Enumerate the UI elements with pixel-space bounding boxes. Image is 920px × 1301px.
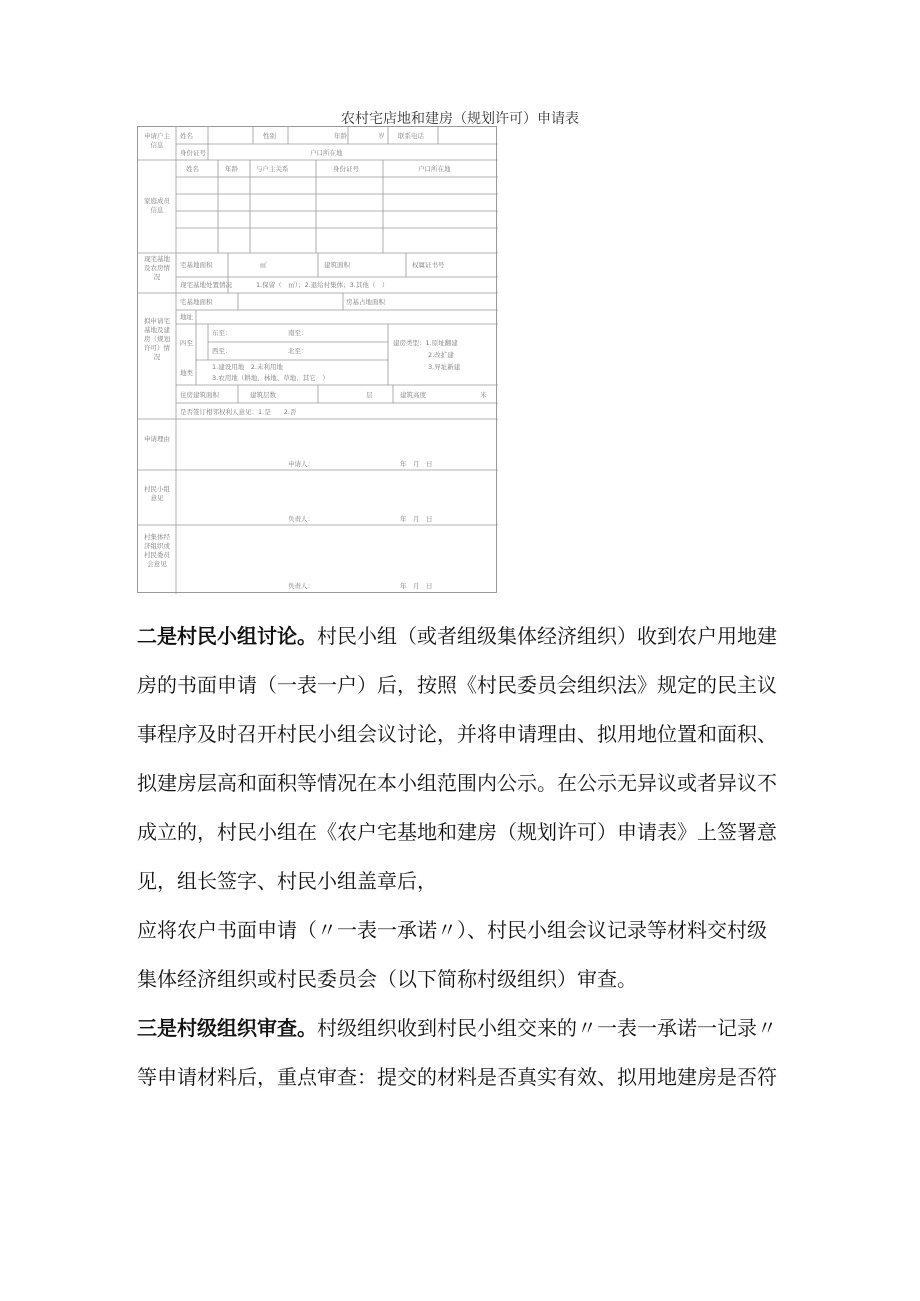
label-current-home: 现宅基地及农房情况 [144,255,170,281]
label-p-homestead-area: 宅基地面积 [180,298,213,306]
label-id-no: 身份证号 [180,149,206,157]
line: 成立的，村民小组在《农户宅基地和建房（规划许可）申请表》上签署意 [137,820,777,844]
label-applicant-sign: 申请人： [288,460,314,468]
label-north: 北至： [288,347,308,355]
label-fam-hukou: 户口所在地 [418,165,451,173]
label-boundary: 四至 [180,339,193,347]
label-reason: 申请理由 [144,435,170,443]
label-floor-area: 住房建筑面积 [180,391,219,399]
label-land-option-1: 1.建设用地 2.未利用地 [212,363,283,371]
bold-heading: 三是村级组织审查。 [137,1016,317,1040]
label-hukou: 户口所在地 [310,149,343,157]
label-disposal-options: 1.保留（ ㎡）；2.退给村集体；3.其他（ ） [256,281,389,289]
line: 等申请材料后，重点审查：提交的材料是否真实有效、拟用地建房是否符 [137,1065,777,1089]
text: 村民小组（或者组级集体经济组织）收到农户用地建 [317,624,777,648]
line: 拟建房层高和面积等情况在本小组范围内公示。在公示无异议或者异议不 [137,771,777,795]
label-floors-unit: 层 [366,391,373,399]
label-name: 姓名 [180,132,193,140]
label-family-info: 家庭成员信息 [144,197,170,214]
label-fam-relation: 与户主关系 [256,165,289,173]
label-build-area: 建筑面积 [324,261,350,269]
form-title: 农村宅店地和建房（规划许可）申请表 [341,111,579,127]
label-proposed: 拟申请宅基地及建房（规划许可）情况 [144,317,170,361]
label-address: 地址 [180,313,193,321]
line: 房的书面申请（一表一户）后，按照《村民委员会组织法》规定的民主议 [137,673,777,697]
label-homestead-area: 宅基地面积 [180,261,213,269]
label-floors: 建筑层数 [250,391,276,399]
label-age-unit: 岁 [378,132,385,140]
label-disposal: 现宅基地处置情况 [180,281,232,289]
label-south: 南至： [288,329,308,337]
form-grid [138,127,498,594]
line: 见，组长签字、村民小组盖章后， [137,869,437,893]
application-form-image [137,126,497,593]
label-phone: 联系电话 [398,132,424,140]
label-applicant-info: 申请户主信息 [144,132,170,149]
label-cert-no: 权属证书号 [412,261,445,269]
label-build-type-3: 3.异址新建 [428,363,461,371]
text: 村级组织收到村民小组交来的〃一表一承诺一记录〃 [317,1016,777,1040]
bold-heading: 二是村民小组讨论。 [137,624,317,648]
label-responsible-2: 负责人： [288,582,314,590]
line: 应将农户书面申请（〃一表一承诺〃）、村民小组会议记录等材料交村级 [137,918,767,942]
line: 集体经济组织或村民委员会（以下简称村级组织）审查。 [137,967,637,991]
label-age: 年龄 [334,132,347,140]
label-date-3: 年 月 日 [400,582,433,590]
label-land-option-2: 3.农用地（耕地、林地、草地、其它 ） [212,374,329,382]
label-p-house-area: 房基占地面积 [346,298,385,306]
label-build-type: 建房类型：1.原址翻建 [393,339,458,347]
label-build-type-2: 2.改扩建 [428,351,454,359]
label-date-1: 年 月 日 [400,460,433,468]
line [137,612,787,661]
label-fam-id: 身份证号 [333,165,359,173]
label-gender: 性别 [263,132,276,140]
label-date-2: 年 月 日 [400,515,433,523]
label-group-opinion: 村民小组意见 [144,485,170,502]
label-fam-age: 年龄 [225,165,238,173]
paragraph-group-discussion [137,612,787,1102]
line [137,1004,787,1053]
label-responsible-1: 负责人： [288,515,314,523]
label-neighbor-signed: 是否签订相邻权利人意见：1.是 2.否 [180,408,297,416]
label-collective-opinion: 村集体经济组织或村民委员会意见 [144,533,170,568]
label-height-unit: 米 [480,391,487,399]
label-land-class: 地类 [180,369,193,377]
label-east: 东至： [212,329,232,337]
label-height: 建筑高度 [400,391,426,399]
line: 事程序及时召开村民小组会议讨论，并将申请理由、拟用地位置和面积、 [137,722,777,746]
label-west: 西至： [212,347,232,355]
label-fam-name: 姓名 [186,165,199,173]
label-unit-m2: ㎡ [260,261,267,269]
